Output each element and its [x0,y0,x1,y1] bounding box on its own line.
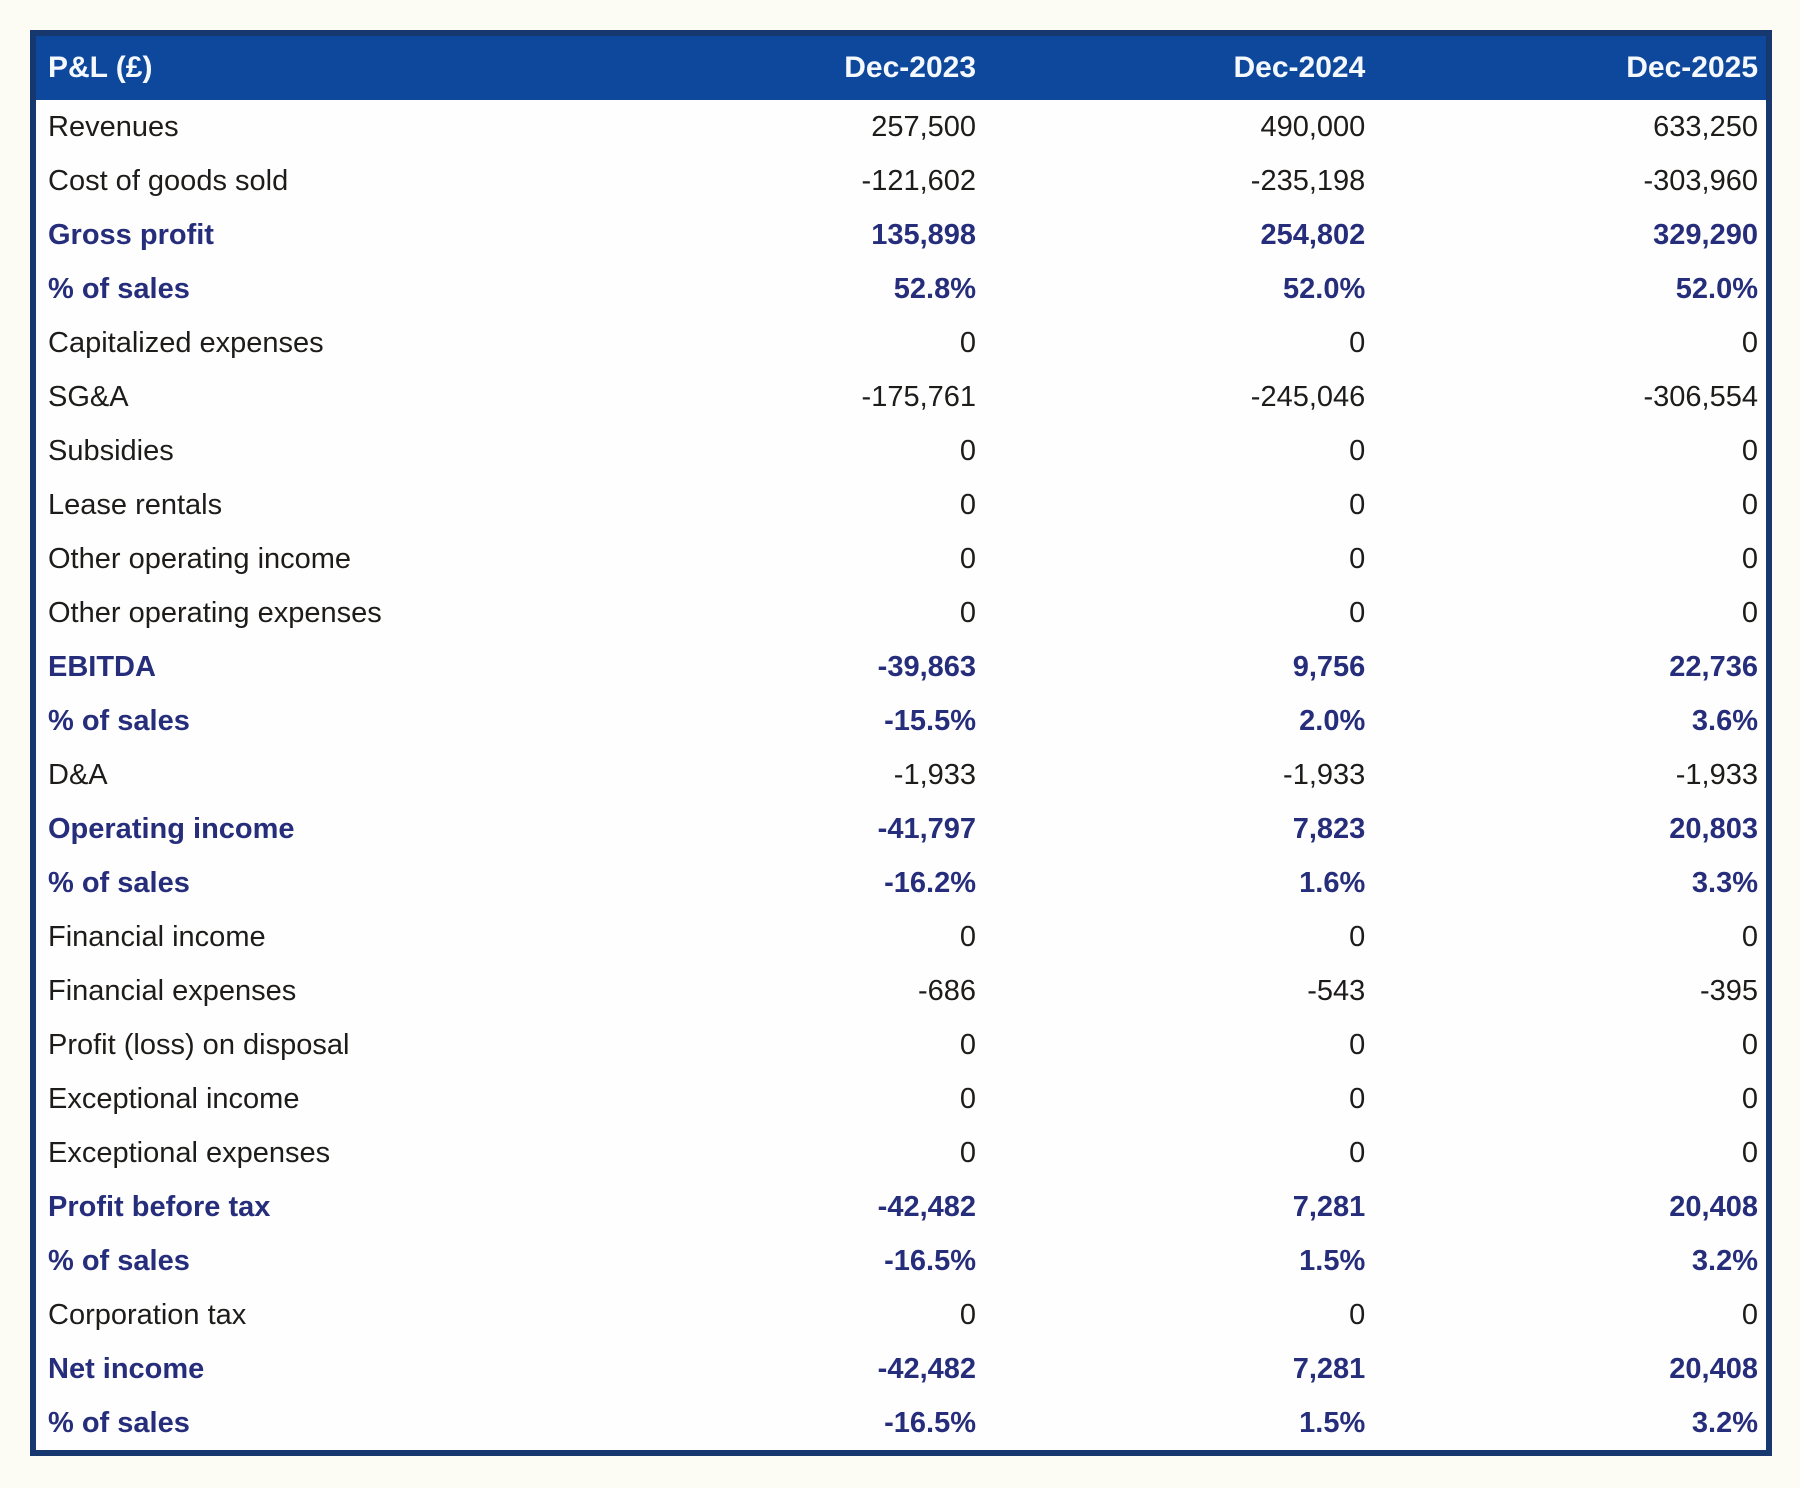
column-header-pl-currency: P&L (£) [48,51,153,84]
row-value: 0 [1741,434,1758,467]
row-value: -303,960 [1643,164,1758,197]
pl-table-body [36,100,1766,1450]
row-value: 633,250 [1653,110,1758,143]
row-label: Gross profit [48,218,214,251]
row-value: 254,802 [1260,218,1366,251]
table-row [36,532,1766,586]
row-value: 1.5% [1299,1244,1366,1277]
row-value: 3.2% [1691,1406,1758,1439]
row-label: Net income [48,1352,205,1385]
table-row [36,1396,1766,1450]
row-label: Operating income [48,812,295,845]
table-row [36,100,1766,154]
row-value: 0 [959,542,977,575]
column-header-dec-2024: Dec-2024 [1233,51,1366,84]
row-label: Revenues [48,110,179,143]
row-value: 0 [959,596,977,629]
row-value: -235,198 [1250,164,1366,197]
row-value: -543 [1307,974,1366,1007]
row-value: -1,933 [893,758,977,791]
row-value: 0 [1741,596,1758,629]
row-label: % of sales [48,272,190,305]
row-value: 3.6% [1691,704,1758,737]
row-value: -121,602 [861,164,977,197]
table-row [36,1018,1766,1072]
row-value: 0 [1349,542,1366,575]
row-label: Subsidies [48,434,174,467]
row-label: Financial expenses [48,974,297,1007]
row-value: 52.0% [1675,272,1758,305]
row-label: Exceptional income [48,1082,300,1115]
row-value: -41,797 [877,812,977,845]
table-row [36,424,1766,478]
table-row [36,1072,1766,1126]
row-value: 0 [1349,488,1366,521]
row-label: Cost of goods sold [48,164,289,197]
table-row [36,262,1766,316]
row-label: D&A [48,758,108,791]
row-label: % of sales [48,704,190,737]
row-value: 2.0% [1299,704,1366,737]
table-row [36,910,1766,964]
row-label: Profit (loss) on disposal [48,1028,350,1061]
table-row [36,1180,1766,1234]
row-value: 0 [959,488,977,521]
row-value: 20,408 [1669,1352,1758,1385]
row-value: 0 [1741,1298,1758,1331]
row-value: 0 [959,1082,977,1115]
row-label: SG&A [48,380,129,413]
pl-statement-table-container [30,30,1772,1456]
row-value: 0 [1349,920,1366,953]
pl-statement-table [36,36,1766,1450]
row-value: -16.5% [884,1244,977,1277]
row-value: -245,046 [1250,380,1366,413]
row-value: 1.5% [1299,1406,1366,1439]
row-value: -16.5% [884,1406,977,1439]
row-value: 329,290 [1653,218,1758,251]
row-label: Capitalized expenses [48,326,324,359]
column-header-dec-2025: Dec-2025 [1626,51,1758,84]
table-header-row [36,36,1766,100]
row-value: 20,803 [1669,812,1758,845]
row-label: EBITDA [48,650,156,683]
row-value: 0 [1349,1298,1366,1331]
row-label: % of sales [48,866,190,899]
row-value: -39,863 [877,650,977,683]
row-value: 0 [959,1136,977,1169]
row-value: -16.2% [884,866,977,899]
table-row [36,208,1766,262]
table-row [36,316,1766,370]
row-value: 3.2% [1691,1244,1758,1277]
row-value: -1,933 [1283,758,1366,791]
row-value: 0 [1349,596,1366,629]
table-row [36,640,1766,694]
row-value: -42,482 [877,1190,977,1223]
row-label: % of sales [48,1406,190,1439]
row-value: -306,554 [1643,380,1758,413]
row-value: -1,933 [1675,758,1758,791]
table-row [36,1342,1766,1396]
row-value: 22,736 [1669,650,1758,683]
row-value: 0 [1349,326,1366,359]
table-row [36,748,1766,802]
row-value: 0 [1741,920,1758,953]
row-value: -686 [917,974,977,1007]
table-row [36,154,1766,208]
table-row [36,478,1766,532]
column-header-dec-2023: Dec-2023 [844,51,977,84]
row-value: 0 [1349,1082,1366,1115]
row-value: -42,482 [877,1352,977,1385]
table-row [36,856,1766,910]
row-value: 7,281 [1292,1352,1366,1385]
row-label: Other operating income [48,542,352,575]
table-row [36,1234,1766,1288]
row-value: 0 [1741,488,1758,521]
row-value: 0 [1741,1136,1758,1169]
row-value: 257,500 [871,110,977,143]
row-value: 0 [959,1028,977,1061]
row-label: Profit before tax [48,1190,271,1223]
table-row [36,1126,1766,1180]
table-row [36,586,1766,640]
row-value: 135,898 [871,218,977,251]
row-label: Other operating expenses [48,596,382,629]
row-value: 7,823 [1292,812,1366,845]
row-value: 7,281 [1292,1190,1366,1223]
table-row [36,370,1766,424]
row-value: 0 [1741,1082,1758,1115]
row-value: 0 [1741,542,1758,575]
row-label: Corporation tax [48,1298,247,1331]
row-value: 52.0% [1283,272,1366,305]
row-value: 490,000 [1260,110,1366,143]
row-value: -15.5% [884,704,977,737]
row-value: 52.8% [893,272,977,305]
row-value: 0 [959,434,977,467]
row-value: 3.3% [1691,866,1758,899]
row-value: 0 [1349,434,1366,467]
row-value: 1.6% [1299,866,1366,899]
table-row [36,802,1766,856]
row-value: 0 [1741,326,1758,359]
row-label: Exceptional expenses [48,1136,331,1169]
row-label: Lease rentals [48,488,223,521]
row-value: -395 [1699,974,1758,1007]
row-value: -175,761 [861,380,977,413]
table-row [36,694,1766,748]
table-row [36,1288,1766,1342]
row-value: 0 [1741,1028,1758,1061]
table-row [36,964,1766,1018]
row-value: 0 [959,326,977,359]
row-value: 9,756 [1292,650,1366,683]
row-value: 0 [1349,1136,1366,1169]
row-label: % of sales [48,1244,190,1277]
row-label: Financial income [48,920,266,953]
row-value: 0 [959,1298,977,1331]
row-value: 0 [959,920,977,953]
row-value: 0 [1349,1028,1366,1061]
row-value: 20,408 [1669,1190,1758,1223]
